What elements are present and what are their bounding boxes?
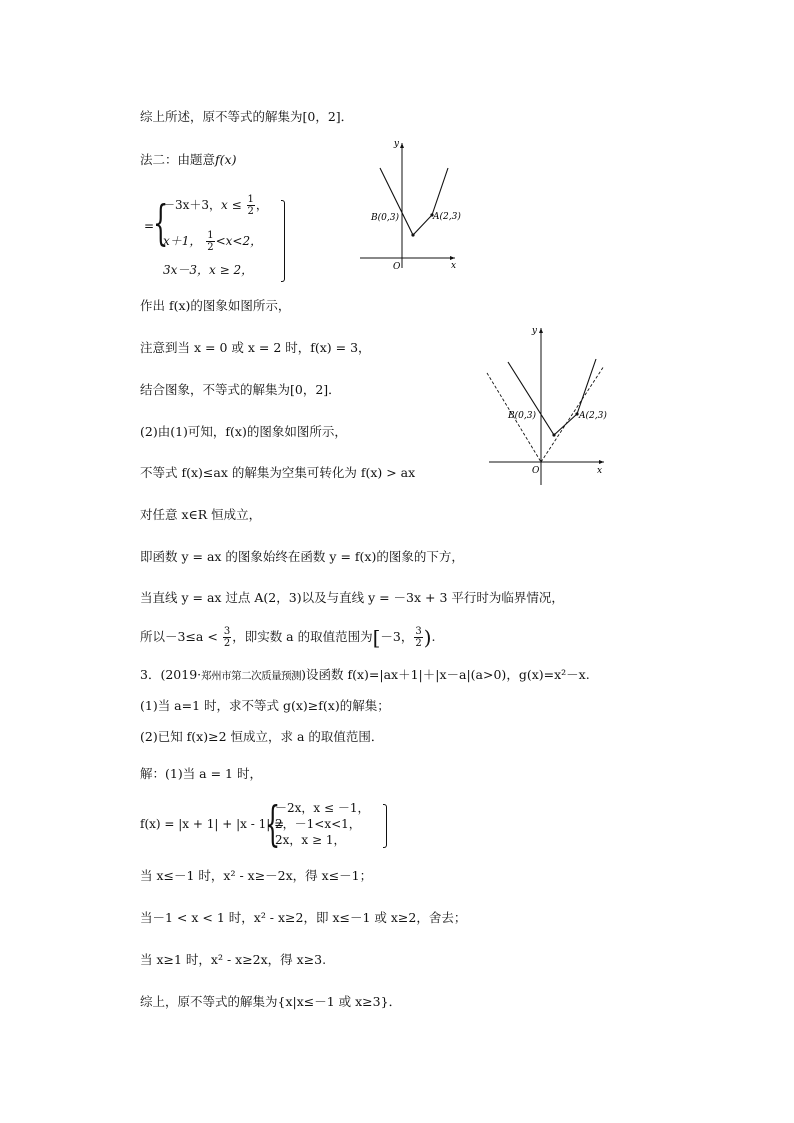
pw1-row-3: 3x－3，x ≥ 2， — [163, 263, 254, 277]
graph1-x-arrow — [450, 256, 455, 260]
graph-below-line: 即函数 y = ax 的图象始终在函数 y = f(x)的图象的下方， — [140, 549, 464, 564]
graph2-vertex-point — [552, 433, 555, 436]
part-two-line: (2)由(1)可知，f(x)的图象如图所示， — [140, 424, 347, 439]
graph2-a-label: A(2,3) — [579, 411, 607, 421]
pw2-row-2: 2，－1<x<1， — [275, 817, 361, 831]
graph2-function-curve — [508, 359, 596, 435]
pw2-right-bracket — [383, 804, 387, 848]
graph2-origin-label: O — [532, 466, 540, 476]
graph1-b-label: B(0,3) — [371, 213, 399, 223]
graph1-a-label: A(2,3) — [433, 212, 461, 222]
graph1-x-label: x — [451, 261, 457, 271]
pw2-lhs: f(x) = |x + 1| + |x - 1| = — [140, 817, 285, 831]
final-conclusion-line: 综上，原不等式的解集为{x|x≤－1 或 x≥3}． — [140, 994, 402, 1009]
method-two-label: 法二：由题意 — [140, 152, 216, 167]
pw1-row-2: x＋1， $\frac{1}{2}$ <x<2， — [163, 230, 263, 253]
pw1-frac-1: $\frac{1}{2}$ — [247, 194, 254, 217]
range-frac-1: $\frac{3}{2}$ — [223, 626, 231, 649]
graph1-y-label: y — [393, 139, 399, 149]
graph2-y-label: y — [531, 326, 537, 336]
range-answer-line: 所以－3≤a < $\frac{3}{2}$ ，即实数 a 的取值范围为[－3， $\frac{3}{2}$ ). — [140, 625, 436, 650]
pw1-equals: = — [144, 219, 155, 233]
pw1-right-bracket — [281, 200, 285, 282]
problem-source: 郑州市第二次质量预测 — [201, 670, 302, 682]
graph1-origin-label: O — [393, 262, 401, 272]
pw2-left-brace: { — [265, 796, 281, 852]
pw1-row-1: －3x＋3，x ≤ $\frac{1}{2}$ ， — [163, 194, 268, 217]
pw1-left-brace: { — [153, 195, 169, 251]
function-graph-2 — [484, 323, 609, 488]
observation-line: 注意到当 x = 0 或 x = 2 时，f(x) = 3， — [140, 340, 371, 355]
graph1-function-curve — [380, 168, 448, 235]
graph2-y-arrow — [539, 328, 543, 333]
inequality-transform-line: 不等式 f(x)≤ax 的解集为空集可转化为 f(x) > ax — [140, 465, 416, 480]
function-graph-1 — [355, 138, 465, 273]
fx-symbol: f(x) — [215, 152, 237, 167]
graph2-x-label: x — [597, 466, 603, 476]
case-1-line: 当 x≤－1 时，x² - x≥－2x，得 x≤－1； — [140, 868, 373, 883]
plot-instruction-line: 作出 f(x)的图象如图所示， — [140, 298, 291, 313]
graph1-y-arrow — [400, 143, 404, 148]
conclusion-line-1: 综上所述，原不等式的解集为[0，2]． — [140, 109, 354, 124]
pw1-frac-2: $\frac{1}{2}$ — [207, 230, 214, 253]
graph2-b-label: B(0,3) — [508, 411, 536, 421]
range-frac-2: $\frac{3}{2}$ — [415, 626, 422, 649]
case-3-line: 当 x≥1 时，x² - x≥2x，得 x≥3. — [140, 952, 327, 967]
universal-condition-line: 对任意 x∈R 恒成立， — [140, 507, 262, 522]
graph2-x-arrow — [599, 460, 604, 464]
critical-case-line: 当直线 y = ax 过点 A(2，3)以及与直线 y = －3x + 3 平行时为临界情况， — [140, 590, 564, 605]
method-two-heading — [140, 152, 236, 168]
solution-set-line: 结合图象，不等式的解集为[0，2]． — [140, 382, 341, 397]
case-2-line: 当－1 < x < 1 时，x² - x≥2，即 x≤－1 或 x≥2，舍去； — [140, 910, 467, 925]
solution-start: 解：(1)当 a = 1 时， — [140, 766, 262, 781]
problem-part-1: (1)当 a=1 时，求不等式 g(x)≥f(x)的解集； — [140, 698, 390, 713]
problem-three-statement: 3．(2019·郑州市第二次质量预测)设函数 f(x)=|ax＋1|＋|x－a|(a>0)，g(x)=x²－x. — [140, 667, 590, 682]
pw2-row-1: －2x，x ≤ －1， — [275, 801, 370, 815]
pw2-row-3: 2x，x ≥ 1， — [275, 833, 346, 847]
graph1-vertex-point — [411, 233, 414, 236]
problem-part-2: (2)已知 f(x)≥2 恒成立，求 a 的取值范围． — [140, 729, 384, 744]
